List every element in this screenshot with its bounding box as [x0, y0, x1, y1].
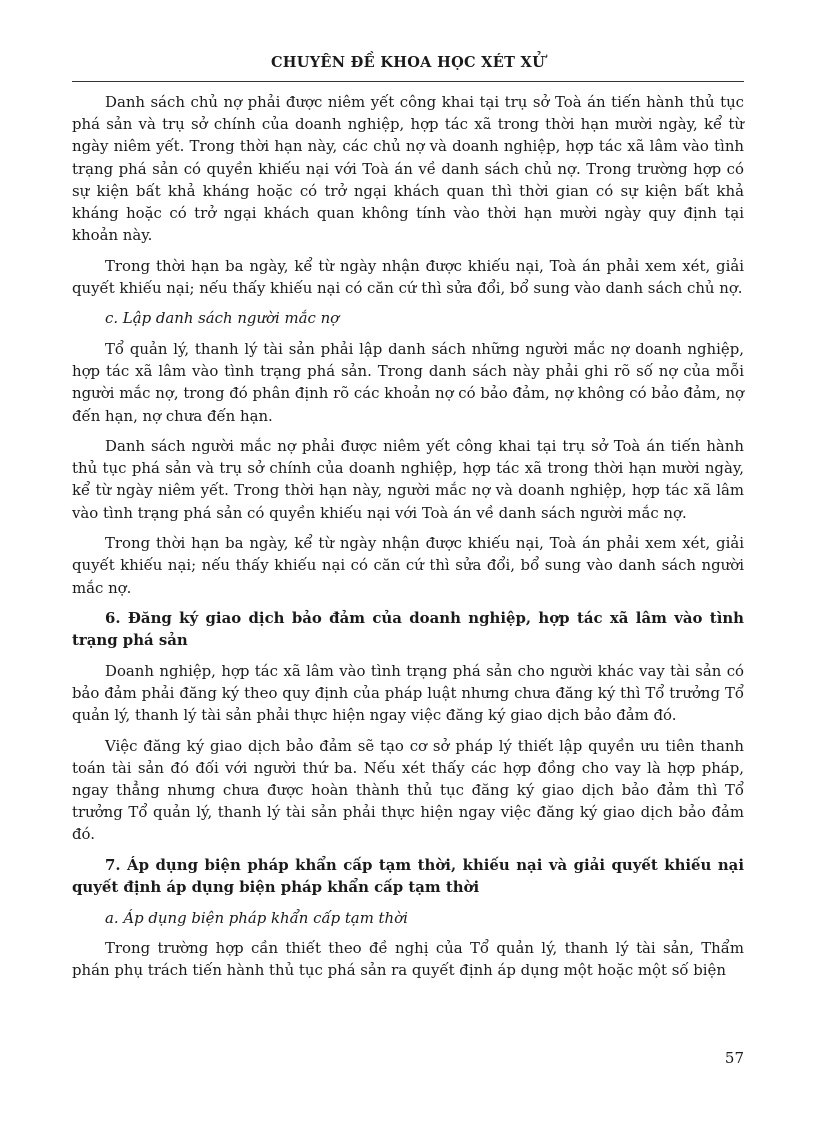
paragraph: Danh sách người mắc nợ phải được niêm yết công khai tại trụ sở Toà án tiến hành thủ tục phá sản và trụ sở chính của doanh nghiệp, hợp tác xã trong thời hạn mười ngày, kể từ ngày niêm yết. Trong thời hạn này, người mắc nợ và doanh nghiệp, hợp tác xã lâm vào tình trạng phá sản có quyền khiếu nại với Toà án về danh sách người mắc nợ.	[72, 437, 744, 522]
section-subheading: a. Áp dụng biện pháp khẩn cấp tạm thời	[105, 908, 408, 927]
section-subheading: c. Lập danh sách người mắc nợ	[105, 309, 340, 328]
paragraph: Tổ quản lý, thanh lý tài sản phải lập danh sách những người mắc nợ doanh nghiệp, hợp tác xã lâm vào tình trạng phá sản. Trong danh sách này phải ghi rõ số nợ của mỗi người mắc nợ, trong đó phân định rõ các khoản nợ có bảo đảm, nợ không có bảo đảm, nợ đến hạn, nợ chưa đến hạn.	[72, 339, 744, 425]
section-heading: 6. Đăng ký giao dịch bảo đảm của doanh nghiệp, hợp tác xã lâm vào tình trạng phá sản	[72, 609, 744, 650]
page-number: 57	[724, 1049, 744, 1067]
paragraph: Trong thời hạn ba ngày, kể từ ngày nhận được khiếu nại, Toà án phải xem xét, giải quyết khiếu nại; nếu thấy khiếu nại có căn cứ thì sửa đổi, bổ sung vào danh sách chủ nợ.	[72, 256, 744, 297]
paragraph: Doanh nghiệp, hợp tác xã lâm vào tình trạng phá sản cho người khác vay tài sản có bảo đảm phải đăng ký theo quy định của pháp luật nhưng chưa đăng ký thì Tổ trưởng Tổ quản lý, thanh lý tài sản phải thực hiện ngay việc đăng ký giao dịch bảo đảm đó.	[72, 661, 744, 725]
header-rule	[72, 81, 744, 82]
paragraph: Danh sách chủ nợ phải được niêm yết công khai tại trụ sở Toà án tiến hành thủ tục phá sản và trụ sở chính của doanh nghiệp, hợp tác xã trong thời hạn mười ngày, kể từ ngày niêm yết. Trong thời hạn này, các chủ nợ và doanh nghiệp, hợp tác xã lâm vào tình trạng phá sản có quyền khiếu nại với Toà án về danh sách chủ nợ. Trong trường hợp có sự kiện bất khả kháng hoặc có trở ngại khách quan thì thời gian có sự kiện bất khả kháng hoặc có trở ngại khách quan không tính vào thời hạn mười ngày quy định tại khoản này.	[72, 93, 744, 245]
paragraph: Việc đăng ký giao dịch bảo đảm sẽ tạo cơ sở pháp lý thiết lập quyền ưu tiên thanh toán tài sản đó đối với người thứ ba. Nếu xét thấy các hợp đồng cho vay là hợp pháp, ngay thẳng nhưng chưa được hoàn thành thủ tục đăng ký giao dịch bảo đảm thì Tổ trưởng Tổ quản lý, thanh lý tài sản phải thực hiện ngay việc đăng ký giao dịch bảo đảm đó.	[72, 736, 744, 844]
paragraph: Trong trường hợp cần thiết theo đề nghị của Tổ quản lý, thanh lý tài sản, Thẩm phán phụ trách tiến hành thủ tục phá sản ra quyết định áp dụng một hoặc một số biện	[72, 939, 744, 980]
section-heading: 7. Áp dụng biện pháp khẩn cấp tạm thời, khiếu nại và giải quyết khiếu nại quyết định áp dụng biện pháp khẩn cấp tạm thời	[72, 855, 744, 897]
body-text	[72, 91, 744, 990]
paragraph: Trong thời hạn ba ngày, kể từ ngày nhận được khiếu nại, Toà án phải xem xét, giải quyết khiếu nại; nếu thấy khiếu nại có căn cứ thì sửa đổi, bổ sung vào danh sách người mắc nợ.	[72, 534, 744, 597]
running-header: CHUYÊN ĐỀ KHOA HỌC XÉT XỬ	[270, 54, 546, 71]
